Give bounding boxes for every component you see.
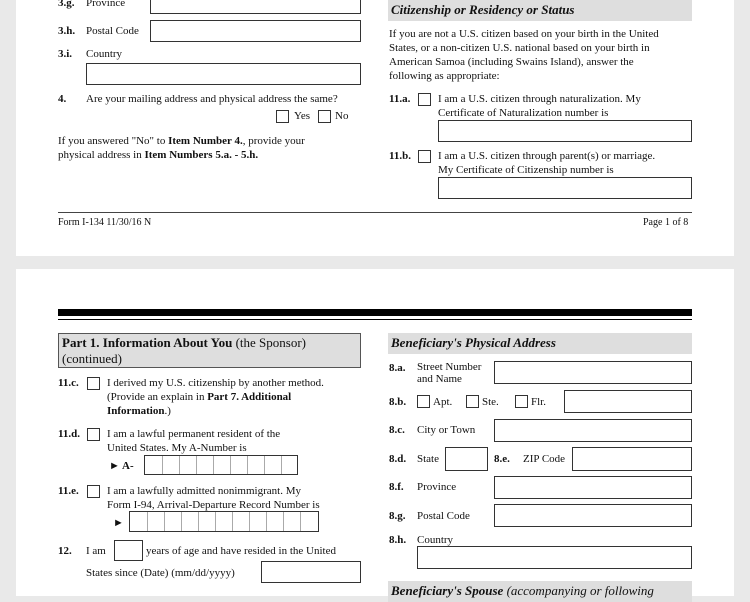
resided-since-label: States since (Date) (mm/dd/yyyy): [86, 567, 235, 579]
form-page-1: [16, 0, 734, 256]
part-1-header: Part 1. Information About You (the Sponsor) (continued): [58, 333, 361, 368]
form-page-2: [16, 269, 734, 596]
item-number-8h: 8.h.: [389, 534, 407, 546]
a-number-field[interactable]: [144, 455, 298, 475]
citizenship-parents-label: I am a U.S. citizen through parent(s) or marriage. My Certificate of Citizenship number is: [438, 150, 656, 176]
resided-since-date-field[interactable]: [261, 561, 361, 583]
item-number-3h: 3.h.: [58, 25, 76, 37]
city-label: City or Town: [417, 424, 476, 436]
street-name-field[interactable]: [494, 361, 692, 384]
item-number-8b: 8.b.: [389, 396, 407, 408]
nonimmigrant-label: I am a lawfully admitted nonimmigrant. My Form I-94, Arrival-Departure Record Number is: [107, 485, 320, 511]
item-number-8f: 8.f.: [389, 481, 404, 493]
street-label: Street Number and Name: [417, 361, 482, 385]
postal-code-field[interactable]: [150, 20, 361, 42]
yes-label: Yes: [294, 110, 311, 122]
page-number: Page 1 of 8: [643, 217, 689, 228]
age-residence-label: years of age and have resided in the United: [146, 545, 336, 557]
derived-citizenship-checkbox[interactable]: [87, 377, 100, 390]
zip-label: ZIP Code: [523, 453, 566, 465]
beneficiary-country-field[interactable]: [417, 546, 692, 569]
ste-label: Ste.: [482, 396, 499, 408]
postal-code-label: Postal Code: [86, 25, 139, 37]
a-number-prefix: ► A-: [109, 460, 134, 472]
beneficiary-province-label: Province: [417, 481, 457, 493]
citizenship-intro: If you are not a U.S. citizen based on your birth in the United States, or a non-citizen U.S. national based on your birth in American Samoa (including Swains Island), answer the following as appropriate:: [389, 28, 659, 82]
country-field[interactable]: [86, 63, 361, 85]
country-label: Country: [86, 48, 123, 60]
beneficiary-address-header: Beneficiary's Physical Address: [388, 333, 692, 354]
unit-number-field[interactable]: [564, 390, 692, 413]
province-label: Province: [86, 0, 126, 9]
same-address-no-checkbox[interactable]: [318, 110, 331, 123]
item-number-8c: 8.c.: [389, 424, 405, 436]
beneficiary-postal-field[interactable]: [494, 504, 692, 527]
same-address-yes-checkbox[interactable]: [276, 110, 289, 123]
item-number-8g: 8.g.: [389, 510, 406, 522]
naturalization-checkbox[interactable]: [418, 93, 431, 106]
beneficiary-province-field[interactable]: [494, 476, 692, 499]
i94-number-field[interactable]: [129, 511, 319, 532]
naturalization-label: I am a U.S. citizen through naturalization. My Certificate of Naturalization number is: [438, 93, 641, 119]
beneficiary-country-label: Country: [417, 534, 454, 546]
item-number-11d: 11.d.: [58, 428, 81, 440]
age-field[interactable]: [114, 540, 143, 561]
item-number-8a: 8.a.: [389, 362, 406, 374]
page-top-thick-rule: [58, 309, 692, 316]
citizenship-section-header: Citizenship or Residency or Status: [388, 0, 692, 21]
citizenship-parents-checkbox[interactable]: [418, 150, 431, 163]
item-number-11c: 11.c.: [58, 377, 79, 389]
beneficiary-postal-label: Postal Code: [417, 510, 470, 522]
no-label: No: [335, 110, 349, 122]
city-field[interactable]: [494, 419, 692, 442]
province-field[interactable]: [150, 0, 361, 14]
item-number-4: 4.: [58, 93, 67, 105]
item-number-11e: 11.e.: [58, 485, 79, 497]
form-identifier: Form I-134 11/30/16 N: [58, 217, 152, 228]
page-top-thin-rule: [58, 319, 692, 320]
ste-checkbox[interactable]: [466, 395, 479, 408]
derived-citizenship-label: I derived my U.S. citizenship by another method. (Provide an explain in Part 7. Additional Information.): [107, 377, 324, 417]
flr-checkbox[interactable]: [515, 395, 528, 408]
item-number-11b: 11.b.: [389, 150, 412, 162]
apt-label: Apt.: [433, 396, 453, 408]
item-number-3i: 3.i.: [58, 48, 73, 60]
apt-checkbox[interactable]: [417, 395, 430, 408]
state-label: State: [417, 453, 439, 465]
item-number-11a: 11.a.: [389, 93, 411, 105]
item-number-3g: 3.g.: [58, 0, 75, 9]
physical-address-note: If you answered "No" to Item Number 4., provide your physical address in Item Numbers 5.a. - 5.h.: [58, 135, 305, 161]
footer-rule: [58, 212, 692, 213]
beneficiary-spouse-header: Beneficiary's Spouse (accompanying or following: [388, 581, 692, 602]
zip-field[interactable]: [572, 447, 692, 471]
flr-label: Flr.: [531, 396, 546, 408]
permanent-resident-label: I am a lawful permanent resident of the United States. My A-Number is: [107, 428, 281, 454]
i-am-label: I am: [86, 545, 106, 557]
state-field[interactable]: [445, 447, 488, 471]
item-number-12: 12.: [58, 545, 72, 557]
citizenship-certificate-field[interactable]: [438, 177, 692, 199]
naturalization-number-field[interactable]: [438, 120, 692, 142]
nonimmigrant-checkbox[interactable]: [87, 485, 100, 498]
same-address-question: Are your mailing address and physical address the same?: [86, 93, 338, 105]
i94-prefix: ►: [113, 517, 124, 529]
permanent-resident-checkbox[interactable]: [87, 428, 100, 441]
item-number-8e: 8.e.: [494, 453, 510, 465]
item-number-8d: 8.d.: [389, 453, 407, 465]
